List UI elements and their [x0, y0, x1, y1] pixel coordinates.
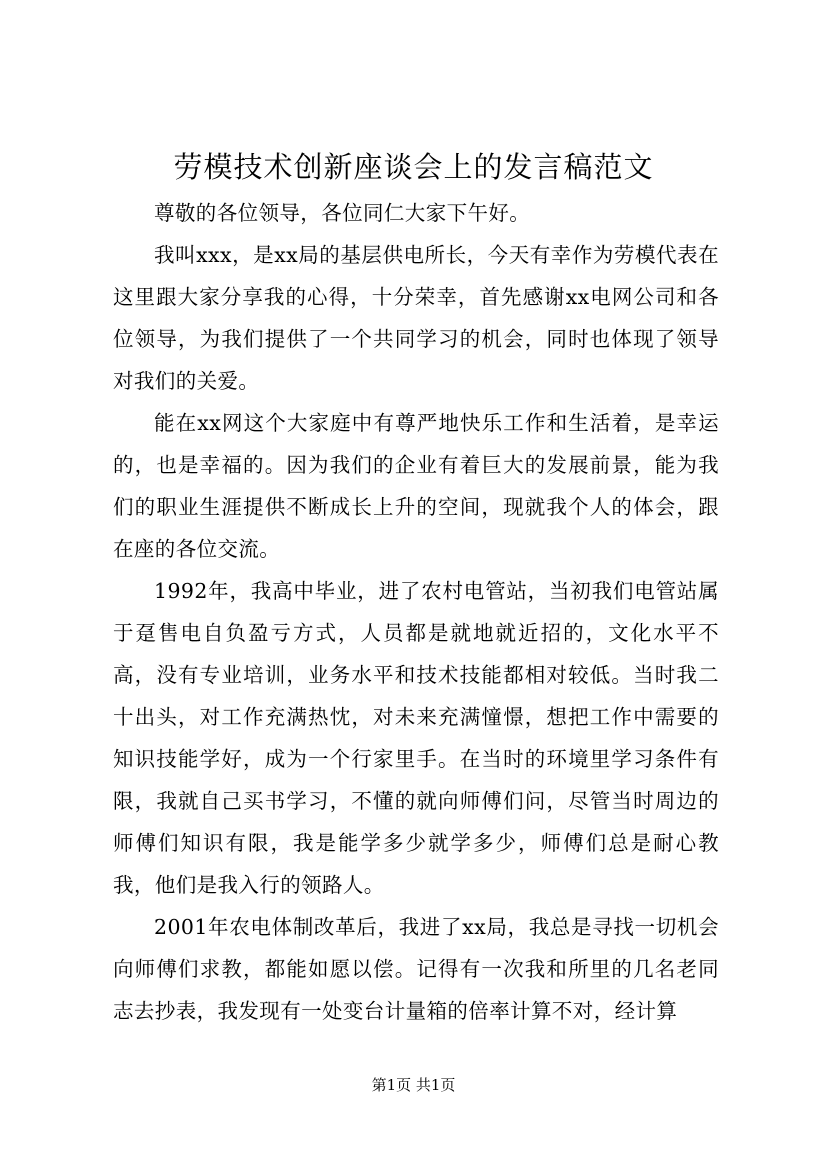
paragraph-2001: 2001年农电体制改革后，我进了xx局，我总是寻找一切机会向师傅们求教，都能如愿以偿。记得有一次我和所里的几名老同志去抄表，我发现有一处变台计量箱的倍率计算不对，经计算 [113, 915, 719, 1023]
paragraph-company: 能在xx网这个大家庭中有尊严地快乐工作和生活着，是幸运的，也是幸福的。因为我们的企业有着巨大的发展前景，能为我们的职业生涯提供不断成长上升的空间，现就我个人的体会，跟在座的各位交流。 [113, 411, 719, 561]
document-body [113, 192, 719, 1032]
document-title: 劳模技术创新座谈会上的发言稿范文 [173, 150, 654, 184]
paragraph-greeting: 尊敬的各位领导，各位同仁大家下午好。 [154, 201, 531, 225]
page-footer: 第1页 共1页 [371, 1076, 456, 1094]
paragraph-introduction: 我叫xxx，是xx局的基层供电所长，今天有幸作为劳模代表在这里跟大家分享我的心得，十分荣幸，首先感谢xx电网公司和各位领导，为我们提供了一个共同学习的机会，同时也体现了领导对我们的关爱。 [113, 243, 719, 393]
paragraph-1992: 1992年，我高中毕业，进了农村电管站，当初我们电管站属于趸售电自负盈亏方式，人员都是就地就近招的，文化水平不高，没有专业培训，业务水平和技术技能都相对较低。当时我二十出头，对工作充满热忱，对未来充满憧憬，想把工作中需要的知识技能学好，成为一个行家里手。在当时的环境里学习条件有限，我就自己买书学习，不懂的就向师傅们问，尽管当时周边的师傅们知识有限，我是能学多少就学多少，师傅们总是耐心教我，他们是我入行的领路人。 [113, 579, 719, 897]
